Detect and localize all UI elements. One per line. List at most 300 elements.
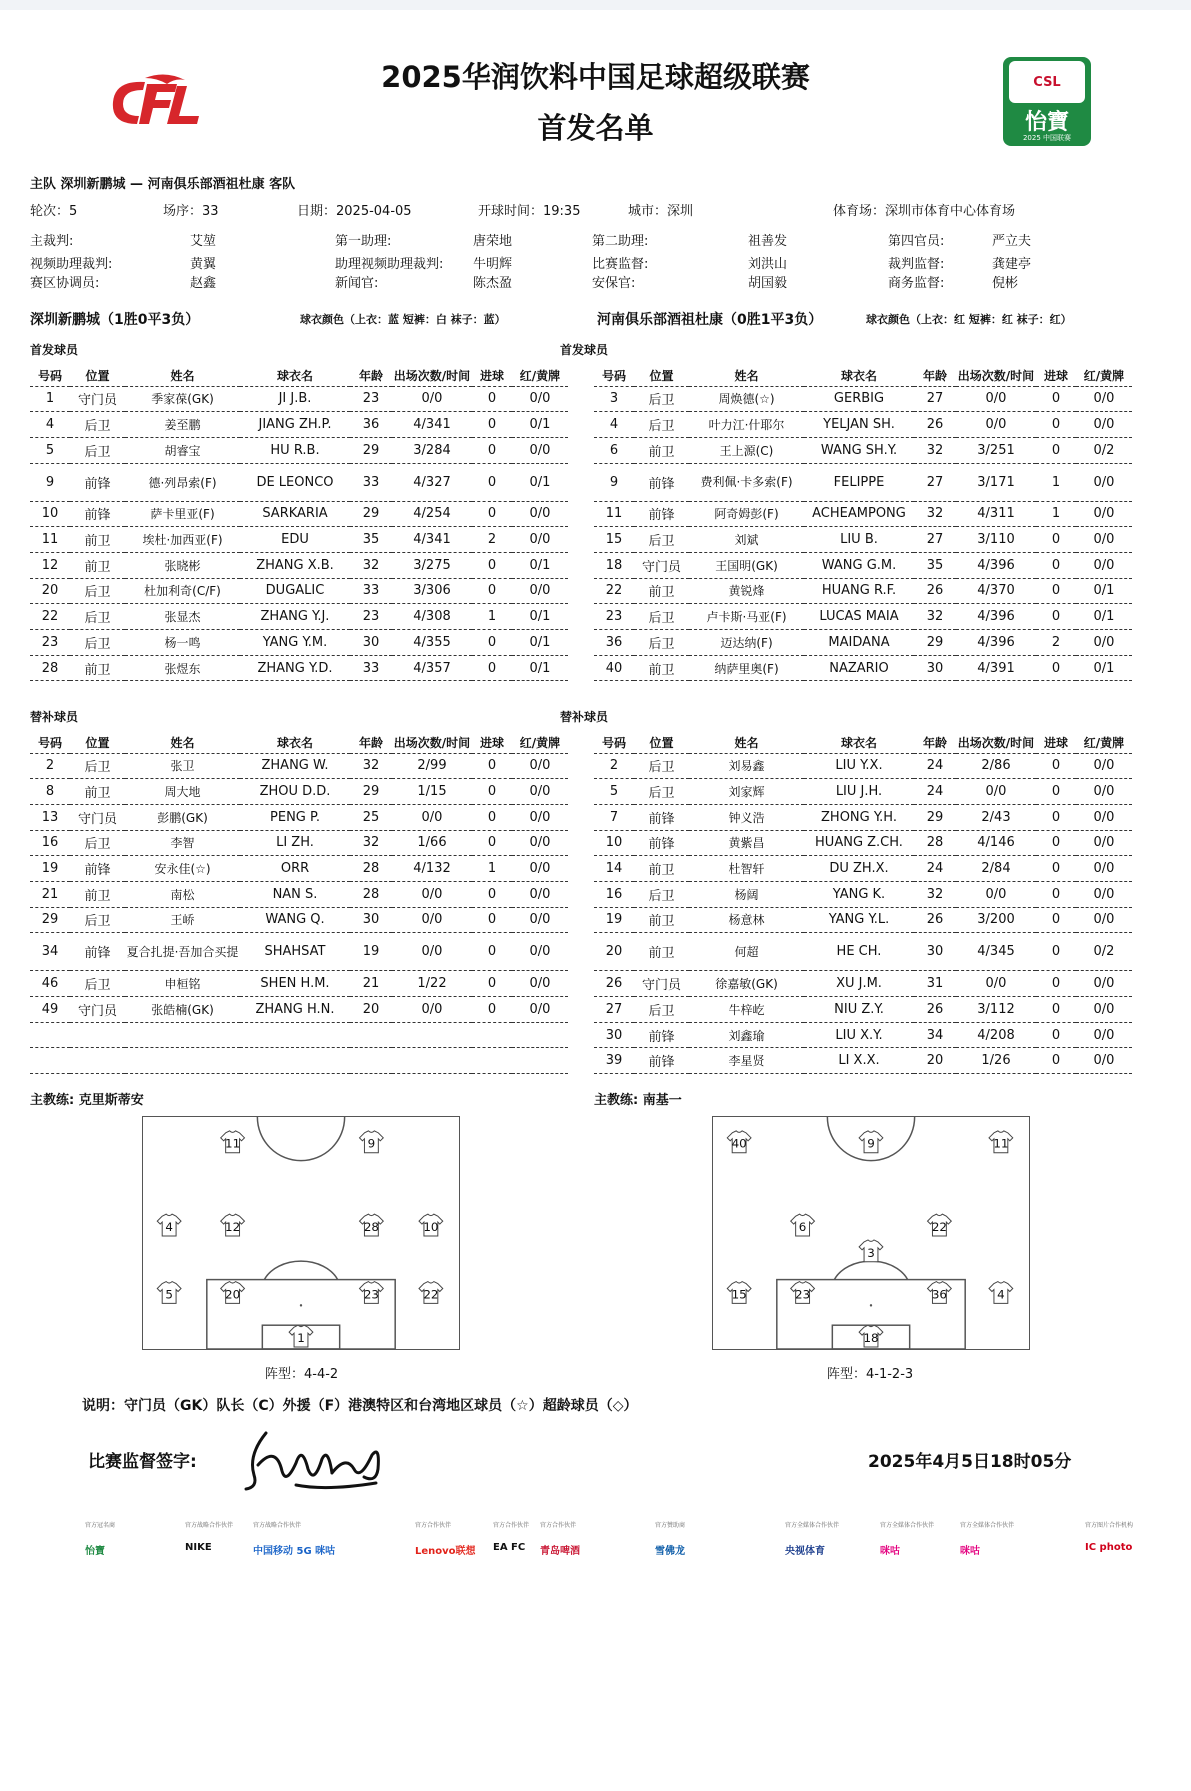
shirt-number: 9 — [867, 1136, 875, 1151]
empty-cell — [392, 1048, 472, 1074]
player-number: 3 — [594, 386, 634, 412]
player-appearances: 4/355 — [392, 630, 472, 656]
player-shirt-icon — [157, 1214, 181, 1236]
player-appearances: 0/0 — [956, 412, 1036, 438]
sponsor-label: 官方全媒体合作伙伴 — [960, 1522, 1015, 1529]
player-goals: 1 — [472, 856, 512, 882]
player-position: 后卫 — [634, 604, 689, 630]
player-number: 21 — [30, 881, 70, 907]
player-position: 前卫 — [634, 856, 689, 882]
player-goals: 0 — [472, 779, 512, 805]
sponsor-label: 官方合作伙伴 — [540, 1522, 577, 1529]
player-age: 30 — [914, 655, 956, 681]
player-appearances: 0/0 — [956, 881, 1036, 907]
player-cards: 0/0 — [512, 971, 568, 997]
sponsor-logo: 雪佛龙 — [655, 1546, 685, 1557]
player-goals: 0 — [472, 578, 512, 604]
player-cards: 0/0 — [512, 578, 568, 604]
column-header: 姓名 — [689, 733, 804, 753]
column-header: 姓名 — [689, 366, 804, 386]
player-name: 胡睿宝 — [125, 437, 240, 463]
table-row — [594, 881, 1132, 907]
player-appearances: 3/171 — [956, 463, 1036, 501]
player-number: 22 — [30, 604, 70, 630]
player-number: 13 — [30, 804, 70, 830]
column-header: 球衣名 — [804, 366, 914, 386]
player-age: 23 — [350, 604, 392, 630]
table-row — [30, 804, 568, 830]
away-coach: 主教练: 南基一 — [594, 1093, 682, 1108]
table-row — [594, 971, 1132, 997]
empty-cell — [392, 1022, 472, 1048]
player-shirt-icon — [928, 1214, 952, 1236]
player-name: 彭鹏(GK) — [125, 804, 240, 830]
player-age: 25 — [350, 804, 392, 830]
sponsor-logo: 央视体育 — [785, 1546, 825, 1557]
player-appearances: 0/0 — [392, 881, 472, 907]
player-appearances: 0/0 — [956, 386, 1036, 412]
csl-logo-brand: 怡寶 — [1024, 110, 1069, 135]
player-number: 30 — [594, 1022, 634, 1048]
player-shirt-icon — [727, 1131, 751, 1153]
column-header: 位置 — [70, 366, 125, 386]
official-name: 祖善发 — [748, 234, 788, 249]
teams-line: 主队 深圳新鹏城 — 河南俱乐部酒祖杜康 客队 — [30, 177, 296, 192]
player-kit-name: LUCAS MAIA — [804, 604, 914, 630]
player-kit-name: DE LEONCO — [240, 463, 350, 501]
column-header: 号码 — [594, 733, 634, 753]
empty-cell — [240, 1022, 350, 1048]
player-appearances: 0/0 — [392, 386, 472, 412]
player-shirt-icon — [221, 1282, 245, 1304]
shirt-number: 28 — [363, 1220, 379, 1235]
shirt-number: 6 — [798, 1220, 807, 1235]
player-number: 40 — [594, 655, 634, 681]
player-name: 卢卡斯·马亚(F) — [689, 604, 804, 630]
player-name: 李星贤 — [689, 1048, 804, 1074]
player-goals: 0 — [1036, 527, 1076, 553]
player-position: 前锋 — [634, 1048, 689, 1074]
player-cards: 0/0 — [1076, 881, 1132, 907]
player-appearances: 4/146 — [956, 830, 1036, 856]
player-age: 24 — [914, 753, 956, 779]
shirt-number: 22 — [423, 1287, 439, 1302]
official-label: 商务监督: — [888, 276, 945, 291]
table-row — [30, 753, 568, 779]
player-name: 牛梓屹 — [689, 997, 804, 1023]
player-appearances: 4/311 — [956, 501, 1036, 527]
player-name: 刘家辉 — [689, 779, 804, 805]
sponsor-label: 官方图片合作机构 — [1085, 1522, 1134, 1529]
table-row — [30, 527, 568, 553]
player-position: 前锋 — [634, 1022, 689, 1048]
sponsor-label: 官方合作伙伴 — [493, 1522, 530, 1529]
player-cards: 0/0 — [512, 437, 568, 463]
player-name: 黄锐烽 — [689, 578, 804, 604]
player-kit-name: DUGALIC — [240, 578, 350, 604]
player-number: 22 — [594, 578, 634, 604]
player-age: 20 — [350, 997, 392, 1023]
column-header: 进球 — [1036, 733, 1076, 753]
player-age: 26 — [914, 578, 956, 604]
table-row — [30, 578, 568, 604]
official-label: 赛区协调员: — [30, 276, 100, 291]
player-cards: 0/0 — [512, 856, 568, 882]
home-starters-label: 首发球员 — [30, 343, 79, 357]
player-kit-name: PENG P. — [240, 804, 350, 830]
sponsor-logo: IC photo — [1085, 1542, 1133, 1553]
match-date: 日期：2025-04-05 — [297, 204, 412, 219]
player-goals: 2 — [1036, 630, 1076, 656]
home-team-name: 深圳新鹏城（1胜0平3负） — [30, 312, 200, 328]
player-name: 徐嘉敏(GK) — [689, 971, 804, 997]
official-name: 唐荣地 — [473, 234, 513, 249]
player-kit-name: WANG SH.Y. — [804, 437, 914, 463]
player-cards: 0/0 — [512, 386, 568, 412]
player-name: 杨意林 — [689, 907, 804, 933]
player-cards: 0/0 — [1076, 630, 1132, 656]
player-age: 27 — [914, 463, 956, 501]
player-shirt-icon — [859, 1325, 883, 1347]
player-name: 费利佩·卡多索(F) — [689, 463, 804, 501]
column-header: 位置 — [634, 366, 689, 386]
player-age: 33 — [350, 463, 392, 501]
player-shirt-icon — [791, 1282, 815, 1304]
player-number: 34 — [30, 933, 70, 971]
official-label: 助理视频助理裁判: — [335, 257, 444, 272]
player-kit-name: MAIDANA — [804, 630, 914, 656]
shirt-number: 36 — [931, 1287, 947, 1302]
player-number: 29 — [30, 907, 70, 933]
player-number: 2 — [30, 753, 70, 779]
shirt-number: 5 — [165, 1287, 173, 1302]
column-header: 号码 — [594, 366, 634, 386]
player-goals: 0 — [1036, 753, 1076, 779]
player-goals: 0 — [472, 907, 512, 933]
official-name: 龚建亭 — [992, 257, 1032, 272]
player-number: 11 — [30, 527, 70, 553]
sponsor-logo: 中国移动 5G 咪咕 — [253, 1546, 336, 1557]
player-position: 后卫 — [70, 437, 125, 463]
player-cards: 0/1 — [512, 552, 568, 578]
home-kit-colors: 球衣颜色（上衣：蓝 短裤：白 袜子：蓝） — [300, 313, 506, 326]
sponsor-label: 官方战略合作伙伴 — [253, 1522, 302, 1529]
player-shirt-icon — [221, 1214, 245, 1236]
table-row — [30, 604, 568, 630]
player-cards: 0/0 — [512, 527, 568, 553]
player-goals: 0 — [1036, 971, 1076, 997]
player-appearances: 3/306 — [392, 578, 472, 604]
player-cards: 0/0 — [512, 501, 568, 527]
empty-cell — [350, 1048, 392, 1074]
empty-cell — [472, 1022, 512, 1048]
shirt-number: 20 — [225, 1287, 241, 1302]
player-age: 26 — [914, 997, 956, 1023]
player-kit-name: YANG Y.M. — [240, 630, 350, 656]
csl-logo-text: CSL — [1033, 75, 1061, 90]
player-position: 守门员 — [70, 997, 125, 1023]
player-shirt-icon — [221, 1131, 245, 1153]
shirt-number: 9 — [367, 1136, 376, 1151]
player-appearances: 4/396 — [956, 604, 1036, 630]
player-name: 张煜东 — [125, 655, 240, 681]
player-appearances: 2/99 — [392, 753, 472, 779]
column-header: 红/黄牌 — [512, 366, 568, 386]
player-age: 19 — [350, 933, 392, 971]
player-goals: 1 — [1036, 463, 1076, 501]
player-number: 27 — [594, 997, 634, 1023]
player-shirt-icon — [859, 1240, 883, 1262]
player-age: 35 — [914, 552, 956, 578]
sponsor-bar — [85, 1520, 1160, 1570]
sponsor-label: 官方赞助商 — [655, 1522, 686, 1529]
player-kit-name: LI ZH. — [240, 830, 350, 856]
player-goals: 2 — [472, 527, 512, 553]
table-row — [594, 753, 1132, 779]
player-cards: 0/0 — [512, 779, 568, 805]
table-header-row — [594, 733, 1132, 753]
player-goals: 0 — [1036, 604, 1076, 630]
player-age: 32 — [914, 604, 956, 630]
player-position: 前卫 — [70, 552, 125, 578]
sponsor-logo: 青岛啤酒 — [540, 1546, 580, 1557]
empty-cell — [30, 1048, 70, 1074]
player-number: 4 — [594, 412, 634, 438]
penalty-arc — [834, 1261, 907, 1279]
player-name: 埃杜·加西亚(F) — [125, 527, 240, 553]
table-row — [30, 552, 568, 578]
column-header: 进球 — [1036, 366, 1076, 386]
player-goals: 0 — [472, 412, 512, 438]
player-name: 杜智轩 — [689, 856, 804, 882]
player-age: 28 — [914, 830, 956, 856]
player-appearances: 4/327 — [392, 463, 472, 501]
empty-cell — [70, 1048, 125, 1074]
player-kit-name: ACHEAMPONG — [804, 501, 914, 527]
player-kit-name: ZHANG Y.J. — [240, 604, 350, 630]
player-age: 35 — [350, 527, 392, 553]
player-shirt-icon — [989, 1131, 1013, 1153]
player-appearances: 3/251 — [956, 437, 1036, 463]
player-appearances: 4/357 — [392, 655, 472, 681]
player-cards: 0/0 — [1076, 1022, 1132, 1048]
player-name: 张卫 — [125, 753, 240, 779]
player-number: 19 — [594, 907, 634, 933]
player-kit-name: SHAHSAT — [240, 933, 350, 971]
player-position: 后卫 — [70, 630, 125, 656]
player-shirt-icon — [359, 1282, 383, 1304]
player-age: 29 — [350, 437, 392, 463]
supervisor-signature — [236, 1425, 391, 1497]
player-name: 杨阔 — [689, 881, 804, 907]
player-appearances: 1/22 — [392, 971, 472, 997]
player-goals: 0 — [472, 830, 512, 856]
player-shirt-icon — [289, 1325, 313, 1347]
player-position: 守门员 — [70, 386, 125, 412]
player-cards: 0/1 — [1076, 655, 1132, 681]
sponsor-logo: NIKE — [185, 1542, 212, 1553]
table-row — [594, 856, 1132, 882]
table-row — [30, 386, 568, 412]
player-cards: 0/0 — [1076, 971, 1132, 997]
player-cards: 0/0 — [1076, 779, 1132, 805]
player-age: 36 — [350, 412, 392, 438]
player-age: 30 — [914, 933, 956, 971]
player-shirt-icon — [928, 1282, 952, 1304]
player-kit-name: ZHANG H.N. — [240, 997, 350, 1023]
player-kit-name: JI J.B. — [240, 386, 350, 412]
official-label: 第二助理: — [592, 234, 649, 249]
player-age: 34 — [914, 1022, 956, 1048]
player-name: 李智 — [125, 830, 240, 856]
player-cards: 0/1 — [512, 630, 568, 656]
player-goals: 0 — [472, 630, 512, 656]
player-age: 27 — [914, 527, 956, 553]
player-name: 安永佳(☆) — [125, 856, 240, 882]
official-name: 黄翼 — [190, 257, 217, 272]
player-position: 后卫 — [634, 527, 689, 553]
round: 轮次：5 — [30, 204, 78, 219]
table-row — [594, 933, 1132, 971]
signature-time: 2025年4月5日18时05分 — [868, 1452, 1072, 1472]
player-goals: 0 — [1036, 997, 1076, 1023]
player-appearances: 1/15 — [392, 779, 472, 805]
player-number: 15 — [594, 527, 634, 553]
away-starters-label: 首发球员 — [560, 343, 609, 357]
player-age: 29 — [350, 501, 392, 527]
column-header: 年龄 — [914, 733, 956, 753]
document-title: 2025华润饮料中国足球超级联赛 — [381, 60, 810, 94]
home-formation-pitch — [142, 1116, 460, 1350]
player-shirt-icon — [419, 1282, 443, 1304]
official-label: 安保官: — [592, 276, 636, 291]
column-header: 红/黄牌 — [512, 733, 568, 753]
table-row — [594, 907, 1132, 933]
player-position: 后卫 — [70, 753, 125, 779]
player-kit-name: JIANG ZH.P. — [240, 412, 350, 438]
sponsor-label: 官方合作伙伴 — [415, 1522, 452, 1529]
column-header: 出场次数/时间 — [956, 733, 1036, 753]
table-row — [594, 997, 1132, 1023]
player-goals: 0 — [1036, 1048, 1076, 1074]
player-number: 23 — [594, 604, 634, 630]
player-cards: 0/0 — [1076, 412, 1132, 438]
player-name: 刘斌 — [689, 527, 804, 553]
shirt-number: 4 — [165, 1220, 173, 1235]
shirt-number: 3 — [867, 1245, 875, 1260]
player-number: 7 — [594, 804, 634, 830]
player-kit-name: HUANG R.F. — [804, 578, 914, 604]
table-row — [30, 437, 568, 463]
player-position: 前锋 — [70, 856, 125, 882]
player-appearances: 3/200 — [956, 907, 1036, 933]
player-name: 纳萨里奥(F) — [689, 655, 804, 681]
player-name: 黄紫昌 — [689, 830, 804, 856]
player-age: 29 — [914, 804, 956, 830]
player-shirt-icon — [727, 1282, 751, 1304]
player-age: 30 — [350, 630, 392, 656]
sponsor-label: 官方全媒体合作伙伴 — [785, 1522, 840, 1529]
player-age: 30 — [350, 907, 392, 933]
player-name: 阿奇姆彭(F) — [689, 501, 804, 527]
kickoff-time: 开球时间：19:35 — [478, 204, 581, 219]
player-appearances: 0/0 — [392, 907, 472, 933]
table-header-row — [30, 366, 568, 386]
player-goals: 0 — [1036, 1022, 1076, 1048]
empty-cell — [70, 1022, 125, 1048]
official-label: 新闻官: — [335, 276, 379, 291]
player-age: 23 — [350, 386, 392, 412]
player-goals: 0 — [1036, 779, 1076, 805]
player-cards: 0/1 — [512, 655, 568, 681]
home-subs-label: 替补球员 — [30, 710, 79, 724]
penalty-arc — [264, 1261, 337, 1279]
player-position: 前卫 — [634, 655, 689, 681]
player-kit-name: NIU Z.Y. — [804, 997, 914, 1023]
player-appearances: 3/284 — [392, 437, 472, 463]
signature-label: 比赛监督签字: — [88, 1452, 197, 1472]
column-header: 出场次数/时间 — [956, 366, 1036, 386]
away-team-name: 河南俱乐部酒祖杜康（0胜1平3负） — [597, 312, 823, 328]
table-row — [594, 655, 1132, 681]
away-formation: 阵型：4-1-2-3 — [827, 1367, 914, 1382]
empty-cell — [512, 1022, 568, 1048]
home-subs-table — [30, 733, 568, 1074]
player-number: 10 — [30, 501, 70, 527]
player-age: 33 — [350, 655, 392, 681]
player-kit-name: HE CH. — [804, 933, 914, 971]
player-appearances: 4/341 — [392, 412, 472, 438]
player-position: 后卫 — [70, 907, 125, 933]
player-goals: 0 — [1036, 412, 1076, 438]
player-number: 12 — [30, 552, 70, 578]
player-goals: 0 — [472, 997, 512, 1023]
column-header: 位置 — [634, 733, 689, 753]
player-kit-name: LIU B. — [804, 527, 914, 553]
table-row — [594, 779, 1132, 805]
player-kit-name: LI X.X. — [804, 1048, 914, 1074]
player-number: 20 — [594, 933, 634, 971]
player-position: 守门员 — [70, 804, 125, 830]
player-goals: 0 — [472, 386, 512, 412]
player-age: 32 — [350, 830, 392, 856]
official-label: 第四官员: — [888, 234, 945, 249]
player-position: 后卫 — [70, 971, 125, 997]
player-kit-name: WANG Q. — [240, 907, 350, 933]
column-header: 出场次数/时间 — [392, 733, 472, 753]
player-appearances: 4/132 — [392, 856, 472, 882]
empty-row — [30, 1048, 568, 1074]
player-age: 21 — [350, 971, 392, 997]
player-cards: 0/1 — [1076, 578, 1132, 604]
player-appearances: 3/275 — [392, 552, 472, 578]
table-row — [30, 907, 568, 933]
player-goals: 0 — [472, 501, 512, 527]
table-row — [594, 552, 1132, 578]
player-cards: 0/0 — [1076, 830, 1132, 856]
player-number: 8 — [30, 779, 70, 805]
player-number: 9 — [30, 463, 70, 501]
player-number: 49 — [30, 997, 70, 1023]
table-row — [30, 881, 568, 907]
player-name: 钟义浩 — [689, 804, 804, 830]
penalty-spot — [300, 1304, 302, 1306]
sponsor-label: 官方冠名商 — [85, 1522, 116, 1529]
player-number: 20 — [30, 578, 70, 604]
player-cards: 0/0 — [512, 753, 568, 779]
player-name: 南松 — [125, 881, 240, 907]
away-kit-colors: 球衣颜色（上衣：红 短裤：红 袜子：红） — [866, 313, 1072, 326]
